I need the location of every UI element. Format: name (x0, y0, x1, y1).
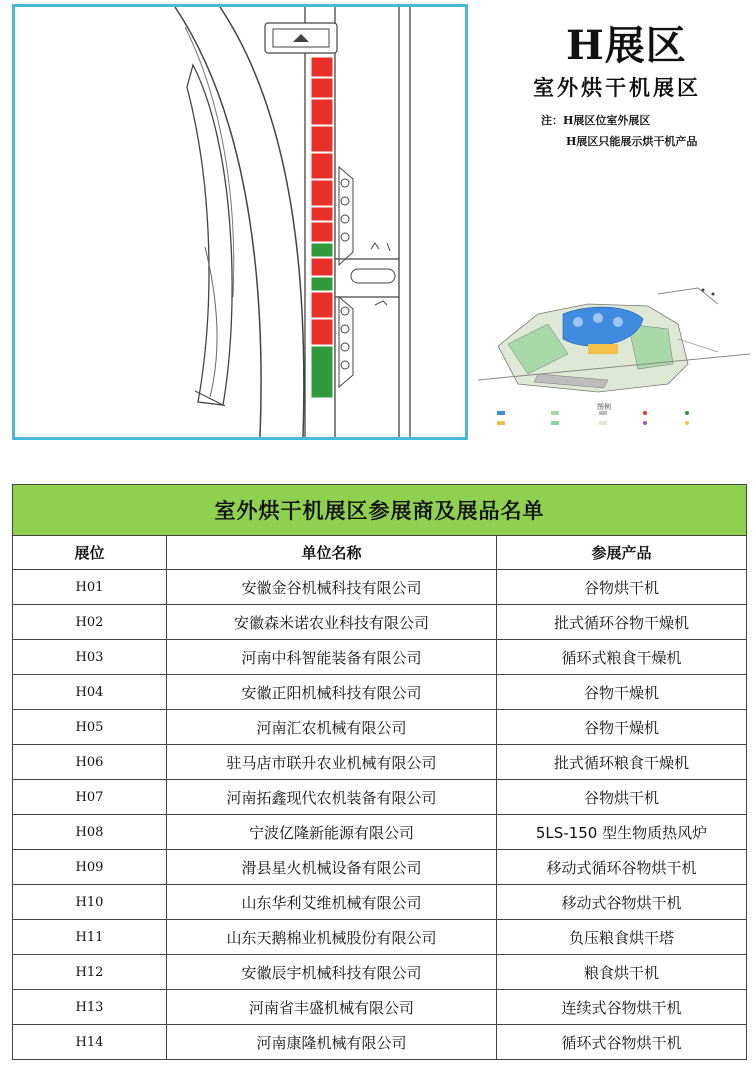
company-cell: 安徽辰宇机械科技有限公司 (167, 955, 497, 990)
table-row (13, 675, 747, 710)
table-row (13, 605, 747, 640)
company-cell: 山东华利艾维机械有限公司 (167, 885, 497, 920)
legend-swatch-blue (497, 411, 505, 415)
booth-block (311, 319, 333, 345)
product-cell: 负压粮食烘干塔 (497, 920, 747, 955)
booth-cell: H01 (13, 570, 167, 605)
company-cell: 滑县星火机械设备有限公司 (167, 850, 497, 885)
legend-marker-green (685, 411, 689, 415)
table-body (13, 570, 747, 1060)
product-cell: 谷物烘干机 (497, 780, 747, 815)
legend-swatch-light-green (551, 421, 559, 425)
booth-block (311, 57, 333, 77)
company-cell: 河南省丰盛机械有限公司 (167, 990, 497, 1025)
table-row (13, 920, 747, 955)
booth-block (311, 78, 333, 98)
zone-subtitle: 室外烘干机展区 (533, 75, 701, 100)
legend-item (599, 411, 607, 415)
legend-swatch-pale (599, 421, 607, 425)
booth-block (311, 346, 333, 398)
table-row (13, 955, 747, 990)
zone-note-location: 注：H展区位室外展区 (541, 114, 651, 127)
company-cell: 河南中科智能装备有限公司 (167, 640, 497, 675)
booth-cell: H05 (13, 710, 167, 745)
product-cell: 批式循环谷物干燥机 (497, 605, 747, 640)
booth-cell: H02 (13, 605, 167, 640)
booth-block (311, 99, 333, 125)
table-row (13, 815, 747, 850)
product-cell: 批式循环粮食干燥机 (497, 745, 747, 780)
legend-item (685, 421, 689, 425)
column-header-product: 参展产品 (497, 536, 747, 570)
booth-cell: H03 (13, 640, 167, 675)
legend-item (643, 411, 647, 415)
company-cell: 驻马店市联升农业机械有限公司 (167, 745, 497, 780)
table-row (13, 990, 747, 1025)
company-cell: 河南汇农机械有限公司 (167, 710, 497, 745)
table-row (13, 570, 747, 605)
table-row (13, 850, 747, 885)
company-cell: 安徽正阳机械科技有限公司 (167, 675, 497, 710)
booth-block (311, 277, 333, 291)
legend-title: 图例 (597, 403, 611, 411)
product-cell: 循环式粮食干燥机 (497, 640, 747, 675)
legend-marker-purple (643, 421, 647, 425)
booth-cell: H04 (13, 675, 167, 710)
legend-swatch-grey (599, 411, 607, 415)
table-title: 室外烘干机展区参展商及展品名单 (13, 485, 747, 536)
booth-stack (311, 57, 333, 398)
company-cell: 宁波亿隆新能源有限公司 (167, 815, 497, 850)
table-row (13, 885, 747, 920)
table-row (13, 640, 747, 675)
company-cell: 山东天鹅棉业机械股份有限公司 (167, 920, 497, 955)
booth-block (311, 258, 333, 276)
product-cell: 连续式谷物烘干机 (497, 990, 747, 1025)
company-cell: 安徽金谷机械科技有限公司 (167, 570, 497, 605)
company-cell: 河南拓鑫现代农机装备有限公司 (167, 780, 497, 815)
booth-cell: H09 (13, 850, 167, 885)
legend-item (497, 421, 505, 425)
legend-marker-yellow (685, 421, 689, 425)
booth-cell: H08 (13, 815, 167, 850)
table-row (13, 1025, 747, 1060)
table-row (13, 745, 747, 780)
booth-block (311, 153, 333, 179)
company-cell: 河南康隆机械有限公司 (167, 1025, 497, 1060)
table-row (13, 710, 747, 745)
booth-cell: H06 (13, 745, 167, 780)
booth-cell: H11 (13, 920, 167, 955)
booth-cell: H10 (13, 885, 167, 920)
product-cell: 5LS-150 型生物质热风炉 (497, 815, 747, 850)
booth-block (311, 180, 333, 206)
booth-block (311, 126, 333, 152)
product-cell: 谷物干燥机 (497, 710, 747, 745)
product-cell: 谷物烘干机 (497, 570, 747, 605)
legend-item (551, 421, 559, 425)
zone-map (12, 4, 468, 440)
product-cell: 移动式谷物烘干机 (497, 885, 747, 920)
booth-block (311, 207, 333, 221)
site-overview-drawing (478, 284, 750, 404)
booth-block (311, 222, 333, 242)
company-cell: 安徽森米诺农业科技有限公司 (167, 605, 497, 640)
booth-cell: H12 (13, 955, 167, 990)
product-cell: 粮食烘干机 (497, 955, 747, 990)
product-cell: 循环式谷物烘干机 (497, 1025, 747, 1060)
legend-swatch-yellow (497, 421, 505, 425)
column-header-company: 单位名称 (167, 536, 497, 570)
legend-marker-red (643, 411, 647, 415)
zone-note-restriction: H展区只能展示烘干机产品 (566, 135, 698, 148)
site-overview-map (478, 284, 750, 444)
product-cell: 谷物干燥机 (497, 675, 747, 710)
zone-map-drawing (15, 7, 465, 437)
booth-cell: H14 (13, 1025, 167, 1060)
zone-title: H展区 (566, 22, 687, 69)
booth-block (311, 292, 333, 318)
legend-item (551, 411, 559, 415)
legend-item (685, 411, 689, 415)
legend-item (599, 421, 607, 425)
booth-cell: H13 (13, 990, 167, 1025)
legend-item (643, 421, 647, 425)
legend-item (497, 411, 505, 415)
product-cell: 移动式循环谷物烘干机 (497, 850, 747, 885)
exhibitor-table (12, 484, 747, 1060)
booth-cell: H07 (13, 780, 167, 815)
booth-block (311, 243, 333, 257)
column-header-booth: 展位 (13, 536, 167, 570)
legend-swatch-green (551, 411, 559, 415)
table-row (13, 780, 747, 815)
